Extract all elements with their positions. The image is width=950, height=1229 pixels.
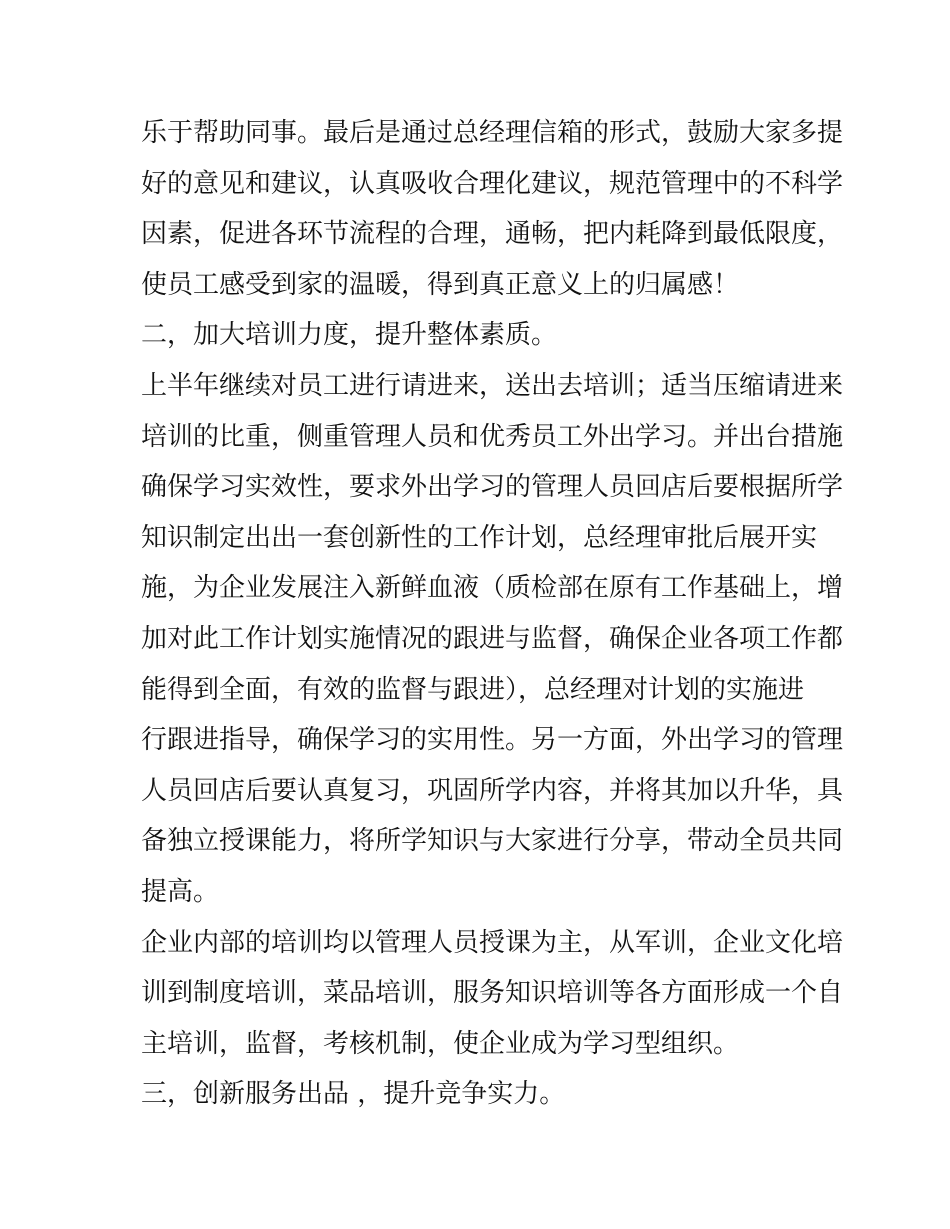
text-line: 加对此工作计划实施情况的跟进与监督，确保企业各项工作都	[141, 623, 844, 654]
text-line: 提高。	[141, 876, 220, 907]
text-line: 乐于帮助同事。最后是通过总经理信箱的形式，鼓励大家多提	[141, 118, 844, 148]
text-line: 企业内部的培训均以管理人员授课为主，从军训，企业文化培	[141, 927, 844, 958]
text-line: 备独立授课能力，将所学知识与大家进行分享，带动全员共同	[141, 826, 844, 857]
section-heading: 二，加大培训力度，提升整体素质。	[141, 320, 558, 351]
section-heading: 三，创新服务出品 ，提升竞争实力。	[141, 1079, 566, 1110]
text-line: 人员回店后要认真复习，巩固所学内容，并将其加以升华，具	[141, 775, 844, 806]
text-line: 主培训，监督，考核机制，使企业成为学习型组织。	[141, 1028, 740, 1059]
text-line: 行跟进指导，确保学习的实用性。另一方面，外出学习的管理	[141, 725, 844, 756]
text-line: 能得到全面，有效的监督与跟进），总经理对计划的实施进	[141, 674, 805, 705]
text-line: 训到制度培训，菜品培训，服务知识培训等各方面形成一个自	[141, 978, 844, 1009]
text-line: 好的意见和建议，认真吸收合理化建议，规范管理中的不科学	[141, 168, 844, 199]
text-line: 确保学习实效性，要求外出学习的管理人员回店后要根据所学	[141, 472, 844, 503]
text-line: 培训的比重，侧重管理人员和优秀员工外出学习。并出台措施	[141, 421, 844, 452]
text-line: 施，为企业发展注入新鲜血液（质检部在原有工作基础上，增	[141, 573, 844, 604]
text-line: 因素，促进各环节流程的合理，通畅，把内耗降到最低限度，	[141, 219, 844, 250]
text-line: 使员工感受到家的温暖，得到真正意义上的归属感！	[141, 269, 740, 300]
text-line: 知识制定出出一套创新性的工作计划，总经理审批后展开实	[141, 522, 818, 553]
text-line: 上半年继续对员工进行请进来，送出去培训；适当压缩请进来	[141, 370, 844, 401]
document-body	[141, 108, 844, 1120]
